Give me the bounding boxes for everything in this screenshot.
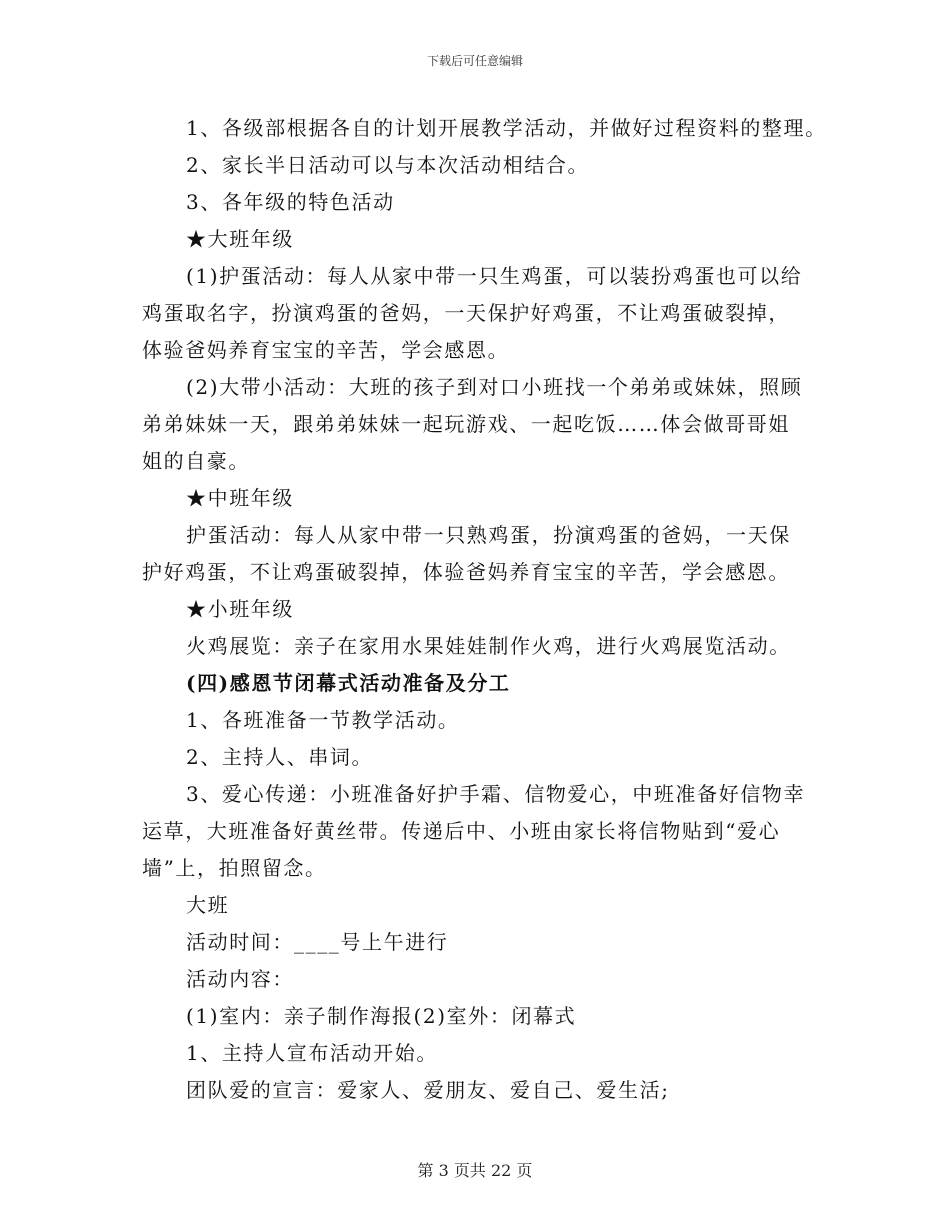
- text-line: (1)护蛋活动：每人从家中带一只生鸡蛋，可以装扮鸡蛋也可以给: [186, 264, 803, 288]
- text-line: 活动时间：____号上午进行: [186, 930, 449, 954]
- text-line: 护好鸡蛋，不让鸡蛋破裂掉，体验爸妈养育宝宝的辛苦，学会感恩。: [142, 560, 790, 584]
- text-line: 2、主持人、串词。: [186, 745, 374, 769]
- text-line: (2)大带小活动：大班的孩子到对口小班找一个弟弟或妹妹，照顾: [186, 375, 803, 399]
- text-line: 1、主持人宣布活动开始。: [186, 1041, 438, 1065]
- section-heading: ★大班年级: [186, 227, 294, 251]
- text-line: (1)室内：亲子制作海报(2)室外：闭幕式: [186, 1004, 577, 1028]
- section-title: (四)感恩节闭幕式活动准备及分工: [186, 671, 511, 695]
- text-line: 活动内容：: [186, 967, 294, 991]
- section-heading: ★中班年级: [186, 486, 294, 510]
- text-line: 体验爸妈养育宝宝的辛苦，学会感恩。: [142, 338, 510, 362]
- text-line: 大班: [186, 893, 230, 917]
- text-line: 鸡蛋取名字，扮演鸡蛋的爸妈，一天保护好鸡蛋，不让鸡蛋破裂掉，: [142, 301, 790, 325]
- text-line: 姐的自豪。: [142, 449, 250, 473]
- document-body: [142, 110, 832, 1109]
- text-line: 3、各年级的特色活动: [186, 190, 395, 214]
- text-line: 火鸡展览：亲子在家用水果娃娃制作火鸡，进行火鸡展览活动。: [186, 634, 791, 658]
- text-line: 运草，大班准备好黄丝带。传递后中、小班由家长将信物贴到“爱心: [142, 819, 781, 843]
- text-line: 3、爱心传递：小班准备好护手霜、信物爱心，中班准备好信物幸: [186, 782, 806, 806]
- text-line: 团队爱的宣言：爱家人、爱朋友、爱自己、爱生活;: [186, 1078, 670, 1102]
- page-number: 第 3 页共 22 页: [417, 1161, 533, 1180]
- section-heading: ★小班年级: [186, 597, 294, 621]
- text-line: 墙”上，拍照留念。: [142, 856, 327, 880]
- text-line: 2、家长半日活动可以与本次活动相结合。: [186, 153, 590, 177]
- text-line: 1、各级部根据各自的计划开展教学活动，并做好过程资料的整理。: [186, 116, 827, 140]
- text-line: 护蛋活动：每人从家中带一只熟鸡蛋，扮演鸡蛋的爸妈，一天保: [186, 523, 791, 547]
- text-line: 弟弟妹妹一天，跟弟弟妹妹一起玩游戏、一起吃饭……体会做哥哥姐: [142, 412, 790, 436]
- text-line: 1、各班准备一节教学活动。: [186, 708, 460, 732]
- page-header: 下载后可任意编辑: [426, 54, 523, 68]
